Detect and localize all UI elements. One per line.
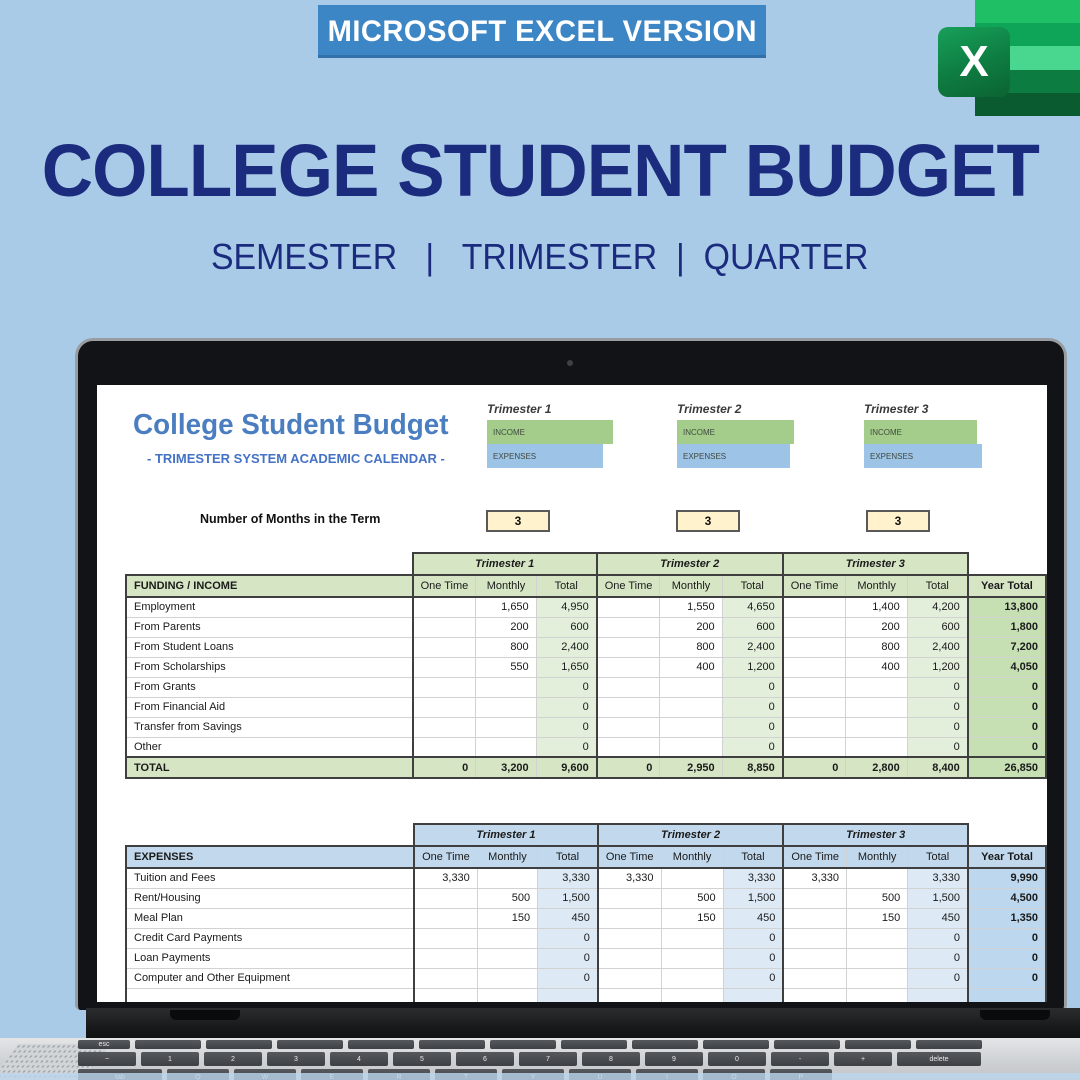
income-bar: INCOME <box>677 420 794 444</box>
cell[interactable]: 0 <box>723 928 783 948</box>
cell[interactable] <box>660 697 722 717</box>
cell[interactable]: 2,400 <box>536 637 597 657</box>
cell[interactable]: 1,500 <box>908 888 968 908</box>
cell <box>538 988 598 1002</box>
year-grand-total[interactable]: 26,850 <box>968 757 1046 778</box>
key-~: ~ <box>78 1052 136 1066</box>
cell[interactable] <box>783 948 846 968</box>
cell[interactable] <box>597 677 660 697</box>
year-total-cell[interactable]: 1,800 <box>968 617 1046 637</box>
cell[interactable] <box>597 597 660 617</box>
column-header: One Time <box>413 575 476 597</box>
cell[interactable]: 0 <box>538 968 598 988</box>
cell[interactable]: 0 <box>723 948 783 968</box>
cell[interactable] <box>847 868 908 888</box>
cell[interactable]: 0 <box>907 697 968 717</box>
cell[interactable]: 3,330 <box>538 868 598 888</box>
cell[interactable]: 400 <box>660 657 722 677</box>
cell[interactable]: 0 <box>536 677 597 697</box>
table-row <box>126 697 1046 717</box>
cell[interactable]: 450 <box>908 908 968 928</box>
cell[interactable]: 550 <box>476 657 536 677</box>
cell[interactable] <box>783 717 846 737</box>
row-label: From Student Loans <box>126 637 413 657</box>
cell[interactable] <box>783 908 846 928</box>
cell[interactable] <box>660 677 722 697</box>
fn-key <box>277 1040 343 1049</box>
cell[interactable]: 3,330 <box>783 868 846 888</box>
cell[interactable] <box>661 948 723 968</box>
key-delete: delete <box>897 1052 981 1066</box>
sheet-title: College Student Budget <box>133 409 449 441</box>
income-bar: INCOME <box>487 420 613 444</box>
year-total-header: Year Total <box>968 846 1046 868</box>
cell[interactable] <box>847 948 908 968</box>
cell[interactable] <box>414 888 477 908</box>
column-header: Monthly <box>846 575 907 597</box>
table-row <box>126 657 1046 677</box>
column-header: Monthly <box>847 846 908 868</box>
expenses-bar: EXPENSES <box>864 444 982 468</box>
months-in-term-label: Number of Months in the Term <box>200 512 381 526</box>
table-row <box>126 888 1046 908</box>
cell[interactable]: 1,200 <box>722 657 783 677</box>
year-total-cell[interactable]: 4,050 <box>968 657 1046 677</box>
total-cell[interactable]: 2,800 <box>846 757 907 778</box>
cell[interactable] <box>413 597 476 617</box>
cell <box>477 988 537 1002</box>
cell[interactable] <box>413 697 476 717</box>
page-title: COLLEGE STUDENT BUDGET <box>41 129 1039 212</box>
fn-key <box>561 1040 627 1049</box>
corner-cell <box>968 824 1046 846</box>
cell[interactable] <box>847 928 908 948</box>
term-header: Trimester 2 <box>597 553 783 575</box>
total-cell[interactable]: 3,200 <box>476 757 536 778</box>
cell[interactable] <box>477 948 537 968</box>
fn-key <box>703 1040 769 1049</box>
trimester3-label: Trimester 3 <box>864 402 929 416</box>
spreadsheet-view <box>97 385 1047 1002</box>
section-label: EXPENSES <box>126 846 414 868</box>
cell[interactable] <box>783 597 846 617</box>
fn-key <box>419 1040 485 1049</box>
cell[interactable] <box>598 888 661 908</box>
cell[interactable]: 2,400 <box>722 637 783 657</box>
cell[interactable] <box>783 968 846 988</box>
months-input-trimester1[interactable]: 3 <box>486 510 550 532</box>
fn-key <box>632 1040 698 1049</box>
cell[interactable] <box>597 637 660 657</box>
cell[interactable]: 600 <box>536 617 597 637</box>
column-header: Total <box>536 575 597 597</box>
clipped-row <box>126 988 1046 1002</box>
cell[interactable]: 3,330 <box>598 868 661 888</box>
cell[interactable]: 1,550 <box>660 597 722 617</box>
key-7: 7 <box>519 1052 577 1066</box>
cell[interactable]: 200 <box>660 617 722 637</box>
cell[interactable] <box>661 928 723 948</box>
cell[interactable] <box>660 737 722 757</box>
cell[interactable] <box>413 617 476 637</box>
total-cell[interactable]: 0 <box>413 757 476 778</box>
trimester2-legend <box>677 402 812 468</box>
row-label: Meal Plan <box>126 908 414 928</box>
column-header: One Time <box>783 575 846 597</box>
cell[interactable] <box>783 657 846 677</box>
year-total-cell[interactable]: 0 <box>968 677 1046 697</box>
cell[interactable]: 150 <box>847 908 908 928</box>
term-header: Trimester 3 <box>783 553 968 575</box>
row-label: From Financial Aid <box>126 697 413 717</box>
cell[interactable] <box>413 737 476 757</box>
cell[interactable]: 450 <box>538 908 598 928</box>
cell[interactable] <box>477 868 537 888</box>
cell[interactable] <box>414 928 477 948</box>
cell[interactable] <box>660 717 722 737</box>
row-label: Employment <box>126 597 413 617</box>
cell[interactable]: 0 <box>908 928 968 948</box>
excel-x-glyph: X <box>959 37 989 86</box>
cell[interactable] <box>783 888 846 908</box>
cell[interactable] <box>476 697 536 717</box>
cell[interactable] <box>414 948 477 968</box>
cell[interactable]: 0 <box>722 677 783 697</box>
cell[interactable]: 0 <box>907 677 968 697</box>
cell[interactable] <box>597 737 660 757</box>
row-label: Other <box>126 737 413 757</box>
cell[interactable] <box>414 968 477 988</box>
year-total-cell[interactable]: 1,350 <box>968 908 1046 928</box>
cell[interactable]: 0 <box>908 948 968 968</box>
cell[interactable] <box>476 677 536 697</box>
cell[interactable] <box>477 928 537 948</box>
corner-cell <box>126 553 413 575</box>
key-2: 2 <box>204 1052 262 1066</box>
fn-key <box>348 1040 414 1049</box>
cell[interactable]: 0 <box>538 948 598 968</box>
fn-key <box>845 1040 911 1049</box>
cell[interactable]: 1,650 <box>536 657 597 677</box>
cell[interactable]: 200 <box>476 617 536 637</box>
cell[interactable]: 600 <box>907 617 968 637</box>
hinge-notch <box>170 1010 240 1020</box>
cell <box>723 988 783 1002</box>
column-header: One Time <box>414 846 477 868</box>
cell <box>126 988 414 1002</box>
cell[interactable] <box>783 737 846 757</box>
cell[interactable]: 400 <box>846 657 907 677</box>
total-cell[interactable]: 0 <box>783 757 846 778</box>
table-row <box>126 908 1046 928</box>
column-header: Monthly <box>660 575 722 597</box>
cell[interactable]: 800 <box>476 637 536 657</box>
year-total-cell[interactable]: 0 <box>968 697 1046 717</box>
excel-logo-band <box>975 0 1080 23</box>
cell[interactable]: 1,500 <box>723 888 783 908</box>
cell <box>968 988 1046 1002</box>
table-row <box>126 868 1046 888</box>
cell[interactable]: 0 <box>538 928 598 948</box>
cell <box>908 988 968 1002</box>
cell <box>661 988 723 1002</box>
cell <box>598 988 661 1002</box>
key-8: 8 <box>582 1052 640 1066</box>
year-total-cell[interactable]: 0 <box>968 737 1046 757</box>
row-label: From Scholarships <box>126 657 413 677</box>
fn-key <box>916 1040 982 1049</box>
trimester1-label: Trimester 1 <box>487 402 552 416</box>
column-header: Total <box>907 575 968 597</box>
total-cell[interactable]: 8,400 <box>907 757 968 778</box>
total-cell[interactable]: 0 <box>597 757 660 778</box>
hinge-notch <box>980 1010 1050 1020</box>
cell[interactable]: 4,950 <box>536 597 597 617</box>
row-label: From Grants <box>126 677 413 697</box>
column-header: Total <box>722 575 783 597</box>
cell[interactable] <box>598 928 661 948</box>
column-header: Monthly <box>661 846 723 868</box>
income-table <box>125 552 1047 779</box>
cell[interactable] <box>598 968 661 988</box>
year-total-header: Year Total <box>968 575 1046 597</box>
row-label: Transfer from Savings <box>126 717 413 737</box>
cell[interactable]: 150 <box>661 908 723 928</box>
row-label: Tuition and Fees <box>126 868 414 888</box>
cell[interactable] <box>783 617 846 637</box>
cell[interactable]: 3,330 <box>414 868 477 888</box>
term-header: Trimester 3 <box>783 824 968 846</box>
cell[interactable]: 0 <box>907 737 968 757</box>
corner-cell <box>126 824 414 846</box>
cell[interactable]: 600 <box>722 617 783 637</box>
year-total-cell[interactable]: 4,500 <box>968 888 1046 908</box>
expenses-table <box>125 823 1047 1002</box>
row-label: Credit Card Payments <box>126 928 414 948</box>
key-5: 5 <box>393 1052 451 1066</box>
esc-key: esc <box>78 1040 130 1049</box>
table-row <box>126 677 1046 697</box>
key-6: 6 <box>456 1052 514 1066</box>
cell[interactable]: 1,400 <box>846 597 907 617</box>
year-total-cell[interactable]: 9,990 <box>968 868 1046 888</box>
corner-cell <box>968 553 1046 575</box>
cell[interactable] <box>477 968 537 988</box>
total-label: TOTAL <box>126 757 413 778</box>
trimester2-label: Trimester 2 <box>677 402 742 416</box>
excel-logo-icon <box>938 27 1010 97</box>
cell[interactable] <box>846 717 907 737</box>
key-4: 4 <box>330 1052 388 1066</box>
cell[interactable]: 0 <box>536 697 597 717</box>
cell[interactable]: 3,330 <box>723 868 783 888</box>
cell[interactable] <box>597 657 660 677</box>
banner-label: MICROSOFT EXCEL VERSION <box>327 14 757 48</box>
key-+: + <box>834 1052 892 1066</box>
cell[interactable]: 0 <box>722 697 783 717</box>
cell[interactable]: 450 <box>723 908 783 928</box>
cell[interactable]: 800 <box>660 637 722 657</box>
cell[interactable] <box>414 908 477 928</box>
year-total-cell[interactable]: 0 <box>968 717 1046 737</box>
expenses-bar: EXPENSES <box>677 444 790 468</box>
expenses-bar: EXPENSES <box>487 444 603 468</box>
year-total-cell[interactable]: 0 <box>968 928 1046 948</box>
table-row <box>126 737 1046 757</box>
year-total-cell[interactable]: 0 <box>968 948 1046 968</box>
cell <box>783 988 846 1002</box>
cell[interactable]: 1,500 <box>538 888 598 908</box>
table-row <box>126 948 1046 968</box>
column-header: Total <box>538 846 598 868</box>
column-header: One Time <box>783 846 846 868</box>
cell[interactable] <box>598 908 661 928</box>
fn-key <box>135 1040 201 1049</box>
cell[interactable]: 500 <box>847 888 908 908</box>
cell[interactable]: 0 <box>536 737 597 757</box>
cell[interactable]: 1,650 <box>476 597 536 617</box>
row-label: Rent/Housing <box>126 888 414 908</box>
cell[interactable] <box>597 697 660 717</box>
excel-version-banner <box>318 5 766 58</box>
cell[interactable] <box>847 968 908 988</box>
cell[interactable]: 0 <box>536 717 597 737</box>
cell[interactable] <box>598 948 661 968</box>
cell[interactable] <box>597 717 660 737</box>
income-bar: INCOME <box>864 420 977 444</box>
column-header: Total <box>723 846 783 868</box>
bottom-edge-strip <box>0 1073 1080 1080</box>
cell[interactable]: 800 <box>846 637 907 657</box>
section-label: FUNDING / INCOME <box>126 575 413 597</box>
term-header: Trimester 1 <box>414 824 598 846</box>
cell[interactable]: 2,400 <box>907 637 968 657</box>
table-row <box>126 597 1046 617</box>
cell[interactable] <box>783 928 846 948</box>
fn-key <box>490 1040 556 1049</box>
cell[interactable]: 4,200 <box>907 597 968 617</box>
cell[interactable] <box>661 868 723 888</box>
cell[interactable] <box>783 637 846 657</box>
cell[interactable]: 500 <box>477 888 537 908</box>
cell[interactable]: 3,330 <box>908 868 968 888</box>
cell[interactable] <box>783 697 846 717</box>
column-header: Monthly <box>476 575 536 597</box>
cell[interactable] <box>846 677 907 697</box>
row-label: From Parents <box>126 617 413 637</box>
cell <box>414 988 477 1002</box>
column-header: One Time <box>598 846 661 868</box>
key-1: 1 <box>141 1052 199 1066</box>
table-row <box>126 968 1046 988</box>
cell[interactable]: 0 <box>722 737 783 757</box>
fn-key <box>206 1040 272 1049</box>
key-9: 9 <box>645 1052 703 1066</box>
cell[interactable]: 150 <box>477 908 537 928</box>
cell[interactable] <box>783 677 846 697</box>
table-row <box>126 637 1046 657</box>
total-cell[interactable]: 8,850 <box>722 757 783 778</box>
year-total-cell[interactable]: 13,800 <box>968 597 1046 617</box>
table-row <box>126 717 1046 737</box>
cell[interactable]: 1,200 <box>907 657 968 677</box>
cell <box>847 988 908 1002</box>
cell[interactable]: 0 <box>908 968 968 988</box>
table-row <box>126 617 1046 637</box>
cell[interactable] <box>661 968 723 988</box>
cell[interactable] <box>413 677 476 697</box>
cell[interactable] <box>597 617 660 637</box>
fn-key <box>774 1040 840 1049</box>
column-header: One Time <box>597 575 660 597</box>
cell[interactable] <box>846 697 907 717</box>
column-header: Monthly <box>477 846 537 868</box>
sheet-subtitle: - TRIMESTER SYSTEM ACADEMIC CALENDAR - <box>147 451 445 466</box>
total-cell[interactable]: 9,600 <box>536 757 597 778</box>
months-input-trimester2[interactable]: 3 <box>676 510 740 532</box>
key--: - <box>771 1052 829 1066</box>
row-label: Computer and Other Equipment <box>126 968 414 988</box>
cell[interactable]: 200 <box>846 617 907 637</box>
cell[interactable] <box>476 737 536 757</box>
cell[interactable]: 0 <box>907 717 968 737</box>
table-row <box>126 928 1046 948</box>
row-label: Loan Payments <box>126 948 414 968</box>
year-total-cell[interactable]: 0 <box>968 968 1046 988</box>
cell[interactable]: 0 <box>722 717 783 737</box>
key-3: 3 <box>267 1052 325 1066</box>
months-input-trimester3[interactable]: 3 <box>866 510 930 532</box>
cell[interactable] <box>476 717 536 737</box>
trimester1-legend <box>487 402 622 468</box>
cell[interactable] <box>846 737 907 757</box>
page-subtitle: SEMESTER | TRIMESTER | QUARTER <box>211 236 869 277</box>
cell[interactable] <box>413 717 476 737</box>
cell[interactable] <box>413 637 476 657</box>
webcam-icon <box>567 360 573 366</box>
year-total-cell[interactable]: 7,200 <box>968 637 1046 657</box>
cell[interactable]: 500 <box>661 888 723 908</box>
cell[interactable]: 0 <box>723 968 783 988</box>
total-cell[interactable]: 2,950 <box>660 757 722 778</box>
cell[interactable] <box>413 657 476 677</box>
key-0: 0 <box>708 1052 766 1066</box>
column-header: Total <box>908 846 968 868</box>
term-header: Trimester 1 <box>413 553 597 575</box>
term-header: Trimester 2 <box>598 824 784 846</box>
trimester3-legend <box>864 402 999 468</box>
total-row <box>126 757 1046 778</box>
cell[interactable]: 4,650 <box>722 597 783 617</box>
